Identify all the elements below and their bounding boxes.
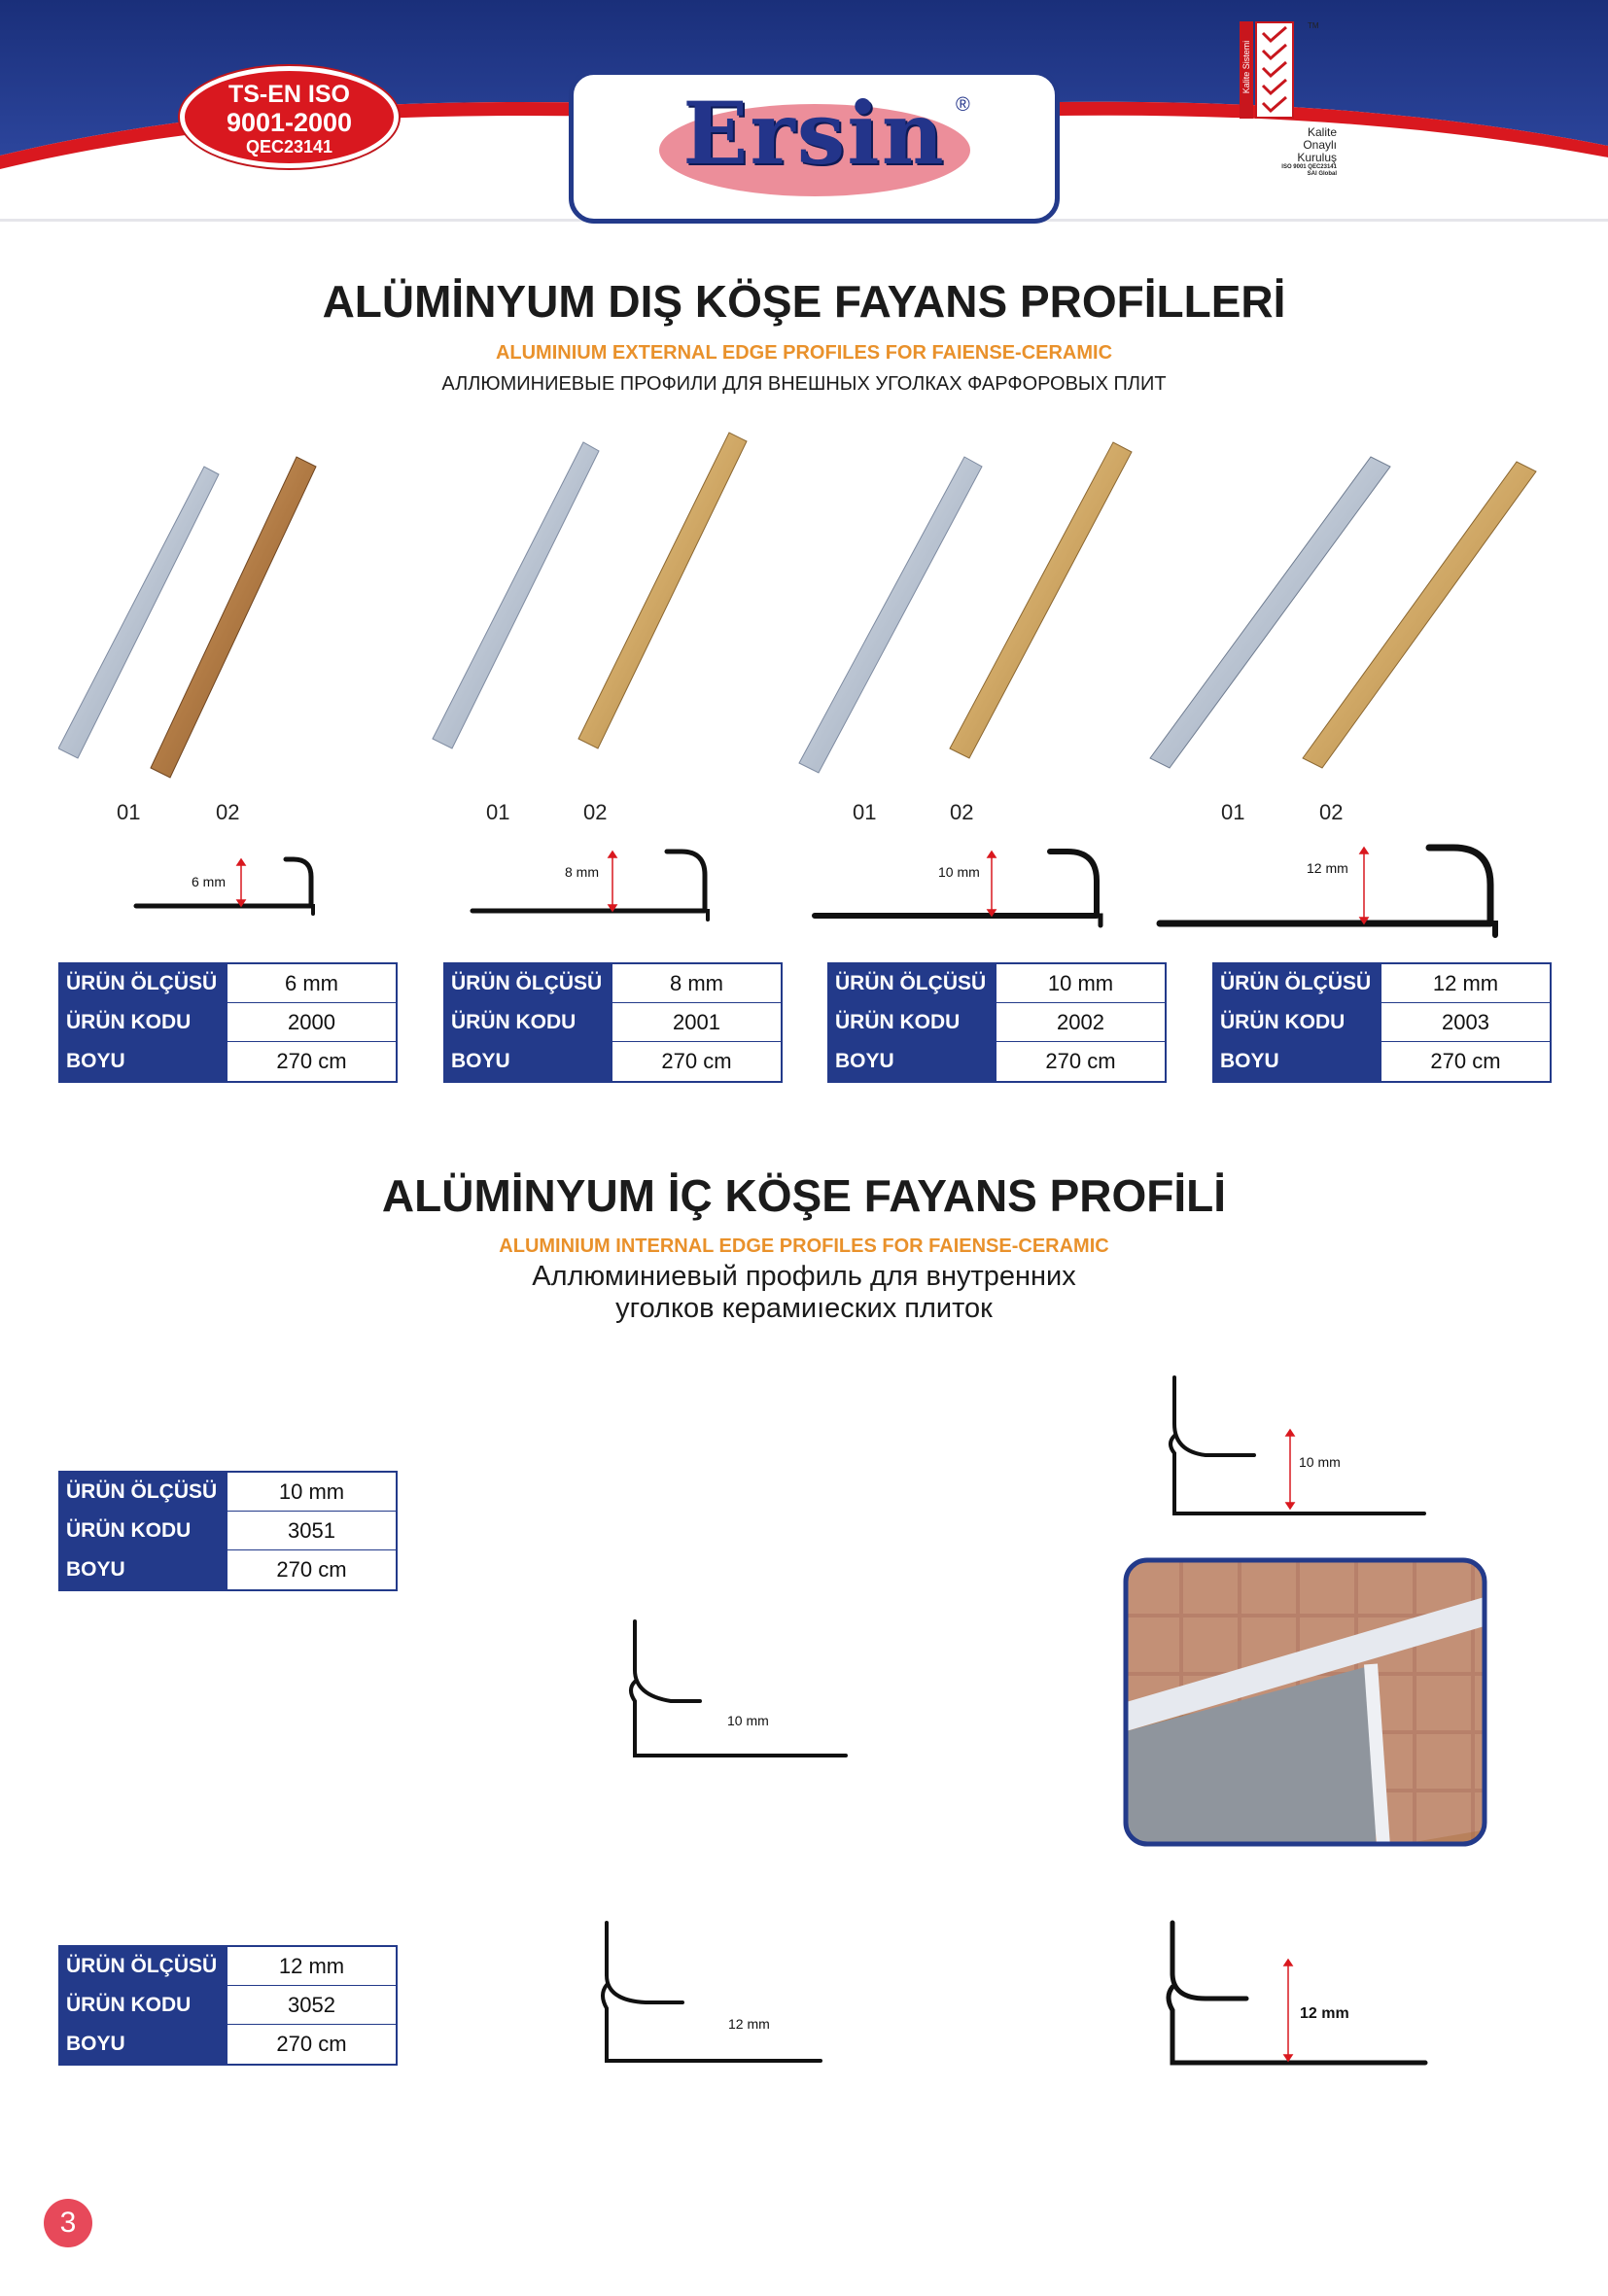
spec-table-3052 xyxy=(58,1945,398,2066)
spec-val-size: 6 mm xyxy=(285,971,338,995)
spec-val-code: 3051 xyxy=(288,1518,335,1543)
spec-key-size: ÜRÜN ÖLÇÜSÜ xyxy=(60,1473,227,1511)
external-profiles-photos xyxy=(58,428,1556,797)
internal-dim-label-1: 10 mm xyxy=(1299,1454,1341,1470)
internal-dim-label-2: 10 mm xyxy=(727,1713,769,1728)
spec-val-size: 8 mm xyxy=(670,971,723,995)
spec-key-size: ÜRÜN ÖLÇÜSÜ xyxy=(445,964,612,1002)
quality-line1: Kalite xyxy=(1307,125,1337,139)
internal-dim-label-3: 12 mm xyxy=(728,2016,770,2032)
spec-table-2003 xyxy=(1212,962,1552,1083)
spec-row-length xyxy=(60,1550,396,1589)
page-number: 3 xyxy=(44,2199,92,2247)
variant-label-silver: 01 xyxy=(1221,800,1245,824)
iso-certification-badge xyxy=(180,66,399,168)
spec-val-size: 12 mm xyxy=(278,1954,345,1978)
spec-row-length xyxy=(829,1042,1165,1081)
dimension-label-10mm: 10 mm xyxy=(938,864,980,880)
spec-val-code: 2000 xyxy=(288,1010,335,1034)
spec-val-length: 270 cm xyxy=(1045,1049,1116,1073)
profile-pair-8mm xyxy=(433,433,747,748)
variant-label-gold: 02 xyxy=(1319,800,1344,824)
internal-section-subtitle-en: ALUMINIUM INTERNAL EDGE PROFILES FOR FAIENSE-CERAMIC xyxy=(499,1235,1109,1257)
registered-mark: ® xyxy=(956,94,970,116)
spec-table-2000 xyxy=(58,962,398,1083)
internal-section-title: ALÜMİNYUM İÇ KÖŞE FAYANS PROFİLİ xyxy=(381,1170,1227,1221)
spec-key-code: ÜRÜN KODU xyxy=(1214,1003,1381,1041)
spec-row-size xyxy=(829,964,1165,1003)
variant-label-gold: 02 xyxy=(583,800,608,824)
internal-section-subtitle-ru-line1: Аллюминиевый профиль для внутренних xyxy=(532,1261,1076,1292)
spec-val-length: 270 cm xyxy=(276,1557,347,1582)
profile-pair-12mm xyxy=(1150,457,1536,768)
quality-line3: Kuruluş xyxy=(1297,151,1337,164)
external-section-subtitle-en: ALUMINIUM EXTERNAL EDGE PROFILES FOR FAIENSE-CERAMIC xyxy=(495,342,1113,364)
external-profile-cross-sections xyxy=(126,836,1526,943)
external-section-subtitle-ru: АЛЛЮМИНИЕВЫЕ ПРОФИЛИ ДЛЯ ВНЕШНЫХ УГОЛКАХ ФАРФОРОВЫХ ПЛИТ xyxy=(441,373,1167,395)
spec-key-code: ÜRÜN KODU xyxy=(60,1986,227,2024)
spec-key-length: BOYU xyxy=(60,2025,227,2064)
spec-key-size: ÜRÜN ÖLÇÜSÜ xyxy=(60,964,227,1002)
spec-row-length xyxy=(60,1042,396,1081)
spec-val-size: 10 mm xyxy=(278,1479,345,1504)
trademark-mark: TM xyxy=(1308,21,1319,30)
variant-label-silver: 01 xyxy=(853,800,877,824)
spec-key-length: BOYU xyxy=(60,1042,227,1081)
variant-label-silver: 01 xyxy=(486,800,510,824)
spec-key-length: BOYU xyxy=(60,1550,227,1589)
spec-key-code: ÜRÜN KODU xyxy=(445,1003,612,1041)
quality-strip xyxy=(1240,21,1253,119)
brand-logo xyxy=(569,70,1060,224)
internal-section-subtitle-ru-line2: уголков керамиıеских плиток xyxy=(615,1293,993,1324)
spec-val-length: 270 cm xyxy=(661,1049,732,1073)
dimension-label-8mm: 8 mm xyxy=(565,864,599,880)
iso-badge-line2: 9001-2000 xyxy=(226,108,353,137)
spec-key-size: ÜRÜN ÖLÇÜSÜ xyxy=(1214,964,1381,1002)
spec-table-2001 xyxy=(443,962,783,1083)
spec-val-code: 2003 xyxy=(1442,1010,1489,1034)
variant-label-gold: 02 xyxy=(216,800,240,824)
spec-row-code xyxy=(445,1003,781,1042)
spec-row-length xyxy=(445,1042,781,1081)
spec-row-size xyxy=(445,964,781,1003)
spec-key-length: BOYU xyxy=(829,1042,996,1081)
spec-row-code xyxy=(829,1003,1165,1042)
spec-row-size xyxy=(1214,964,1550,1003)
spec-val-code: 2002 xyxy=(1057,1010,1104,1034)
logo-text: Ersin xyxy=(682,83,946,184)
spec-row-code xyxy=(1214,1003,1550,1042)
profile-pair-10mm xyxy=(799,442,1132,773)
spec-row-length xyxy=(1214,1042,1550,1081)
spec-val-code: 3052 xyxy=(288,1993,335,2017)
quality-mark xyxy=(1240,21,1337,196)
profile-pair-6mm xyxy=(58,457,316,778)
spec-row-size xyxy=(60,964,396,1003)
dimension-label-12mm: 12 mm xyxy=(1307,860,1348,876)
spec-key-code: ÜRÜN KODU xyxy=(829,1003,996,1041)
external-section-title: ALÜMİNYUM DIŞ KÖŞE FAYANS PROFİLLERİ xyxy=(322,276,1286,327)
internal-profile-diagram-12mm-right xyxy=(1157,1915,1439,2070)
spec-val-length: 270 cm xyxy=(1430,1049,1501,1073)
internal-dim-label-4: 12 mm xyxy=(1300,2005,1349,2022)
spec-key-code: ÜRÜN KODU xyxy=(60,1512,227,1549)
spec-key-length: BOYU xyxy=(445,1042,612,1081)
quality-line4: ISO 9001 QEC23141 xyxy=(1281,164,1337,170)
quality-text xyxy=(1240,126,1337,178)
iso-badge-line1: TS-EN ISO xyxy=(227,81,350,108)
spec-key-size: ÜRÜN ÖLÇÜSÜ xyxy=(829,964,996,1002)
variant-label-silver: 01 xyxy=(117,800,141,824)
spec-table-2002 xyxy=(827,962,1167,1083)
spec-row-code xyxy=(60,1003,396,1042)
internal-profile-diagram-10mm xyxy=(622,1614,856,1769)
spec-row-code xyxy=(60,1512,396,1550)
spec-val-size: 12 mm xyxy=(1432,971,1499,995)
spec-val-code: 2001 xyxy=(673,1010,720,1034)
spec-key-length: BOYU xyxy=(1214,1042,1381,1081)
dimension-label-6mm: 6 mm xyxy=(192,874,226,889)
spec-row-size xyxy=(60,1947,396,1986)
variant-label-gold: 02 xyxy=(950,800,974,824)
spec-row-code xyxy=(60,1986,396,2025)
spec-val-length: 270 cm xyxy=(276,1049,347,1073)
tile-application-photo xyxy=(1123,1557,1487,1847)
check-marks-icon xyxy=(1255,21,1294,119)
spec-row-length xyxy=(60,2025,396,2064)
quality-line2: Onaylı xyxy=(1303,138,1337,152)
quality-line5: SAI Global xyxy=(1307,171,1337,177)
internal-profile-diagram-10mm-top xyxy=(1147,1366,1439,1536)
spec-table-3051 xyxy=(58,1471,398,1591)
quality-strip-text: Kalite Sistemi xyxy=(1241,40,1251,94)
spec-key-code: ÜRÜN KODU xyxy=(60,1003,227,1041)
iso-badge-line3: QEC23141 xyxy=(245,137,333,157)
spec-val-length: 270 cm xyxy=(276,2032,347,2056)
internal-profile-diagram-12mm xyxy=(595,1915,828,2070)
spec-key-size: ÜRÜN ÖLÇÜSÜ xyxy=(60,1947,227,1985)
spec-val-size: 10 mm xyxy=(1047,971,1114,995)
spec-row-size xyxy=(60,1473,396,1512)
